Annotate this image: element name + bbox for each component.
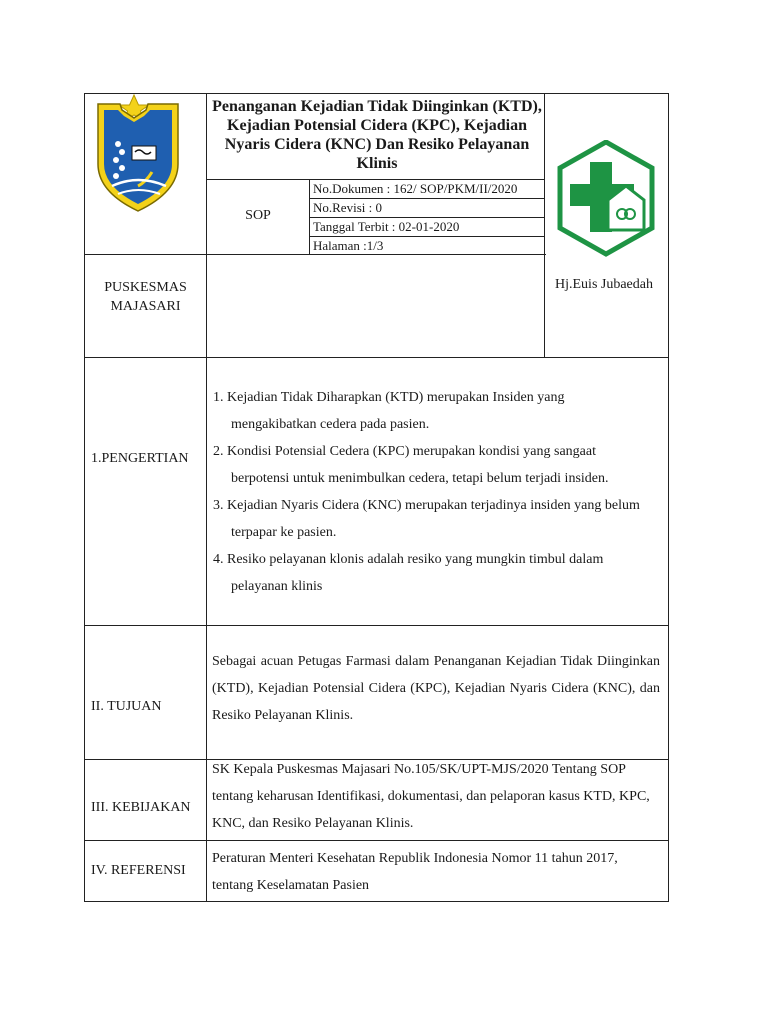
section-label-tujuan: II. TUJUAN	[91, 699, 162, 714]
list-item: 2. Kondisi Potensial Cedera (KPC) merupakan kondisi yang sangaat berpotensi untuk menimbulkan cedera, tetapi belum terjadi insiden.	[213, 444, 609, 486]
document-title: Penanganan Kejadian Tidak Diinginkan (KTD), Kejadian Potensial Cidera (KPC), Kejadian Nyaris Cidera (KNC) Dan Resiko Pelayanan Klinis	[212, 98, 542, 172]
list-item: 3. Kejadian Nyaris Cidera (KNC) merupakan terjadinya insiden yang belum terpapar ke pasien.	[213, 498, 640, 540]
tanggal-terbit: Tanggal Terbit : 02-01-2020	[313, 219, 460, 234]
table-border-left	[84, 93, 85, 902]
table-border-right	[668, 93, 669, 902]
org-name	[85, 278, 206, 316]
puskesmas-cross-icon	[556, 140, 656, 258]
halaman: Halaman :1/3	[313, 238, 384, 253]
tujuan-text: Sebagai acuan Petugas Farmasi dalam Penanganan Kejadian Tidak Diinginkan (KTD), Kejadian Potensial Cidera (KPC), Kejadian Nyaris Cidera (KNC), dan Resiko Pelayanan Klinis.	[212, 654, 660, 723]
meta-divider-3	[309, 236, 544, 237]
row-divider-org	[84, 357, 669, 358]
signatory-name: Hj.Euis Jubaedah	[555, 277, 653, 292]
header-divider	[206, 179, 544, 180]
list-item: 4. Resiko pelayanan klonis adalah resiko yang mungkin timbul dalam pelayanan klinis	[213, 552, 604, 594]
table-border-bottom	[84, 901, 669, 902]
org-name-line2: MAJASARI	[110, 299, 181, 314]
row-divider-header	[84, 254, 546, 255]
no-dokumen: No.Dokumen : 162/ SOP/PKM/II/2020	[313, 181, 518, 196]
pengertian-list	[213, 384, 653, 600]
section-label-pengertian: 1.PENGERTIAN	[91, 451, 189, 466]
list-item: 1. Kejadian Tidak Diharapkan (KTD) merupakan Insiden yang mengakibatkan cedera pada pasien.	[213, 390, 565, 432]
row-divider-kebijakan	[84, 840, 669, 841]
kebijakan-text: SK Kepala Puskesmas Majasari No.105/SK/UPT-MJS/2020 Tentang SOP tentang keharusan Identifikasi, dokumentasi, dan pelaporan kasus KTD, KPC, KNC, dan Resiko Pelayanan Klinis.	[212, 762, 650, 831]
row-divider-pengertian	[84, 625, 669, 626]
meta-divider-1	[309, 198, 544, 199]
section-label-referensi: IV. REFERENSI	[91, 863, 186, 878]
section-label-kebijakan: III. KEBIJAKAN	[91, 800, 191, 815]
no-revisi: No.Revisi : 0	[313, 200, 382, 215]
referensi-text: Peraturan Menteri Kesehatan Republik Indonesia Nomor 11 tahun 2017, tentang Keselamatan Pasien	[212, 851, 618, 893]
column-divider-meta	[309, 179, 310, 255]
org-name-line1: PUSKESMAS	[104, 280, 187, 295]
meta-divider-2	[309, 217, 544, 218]
doc-type-label: SOP	[245, 208, 271, 223]
regional-emblem-icon	[92, 94, 184, 214]
column-divider-logo	[544, 93, 545, 358]
